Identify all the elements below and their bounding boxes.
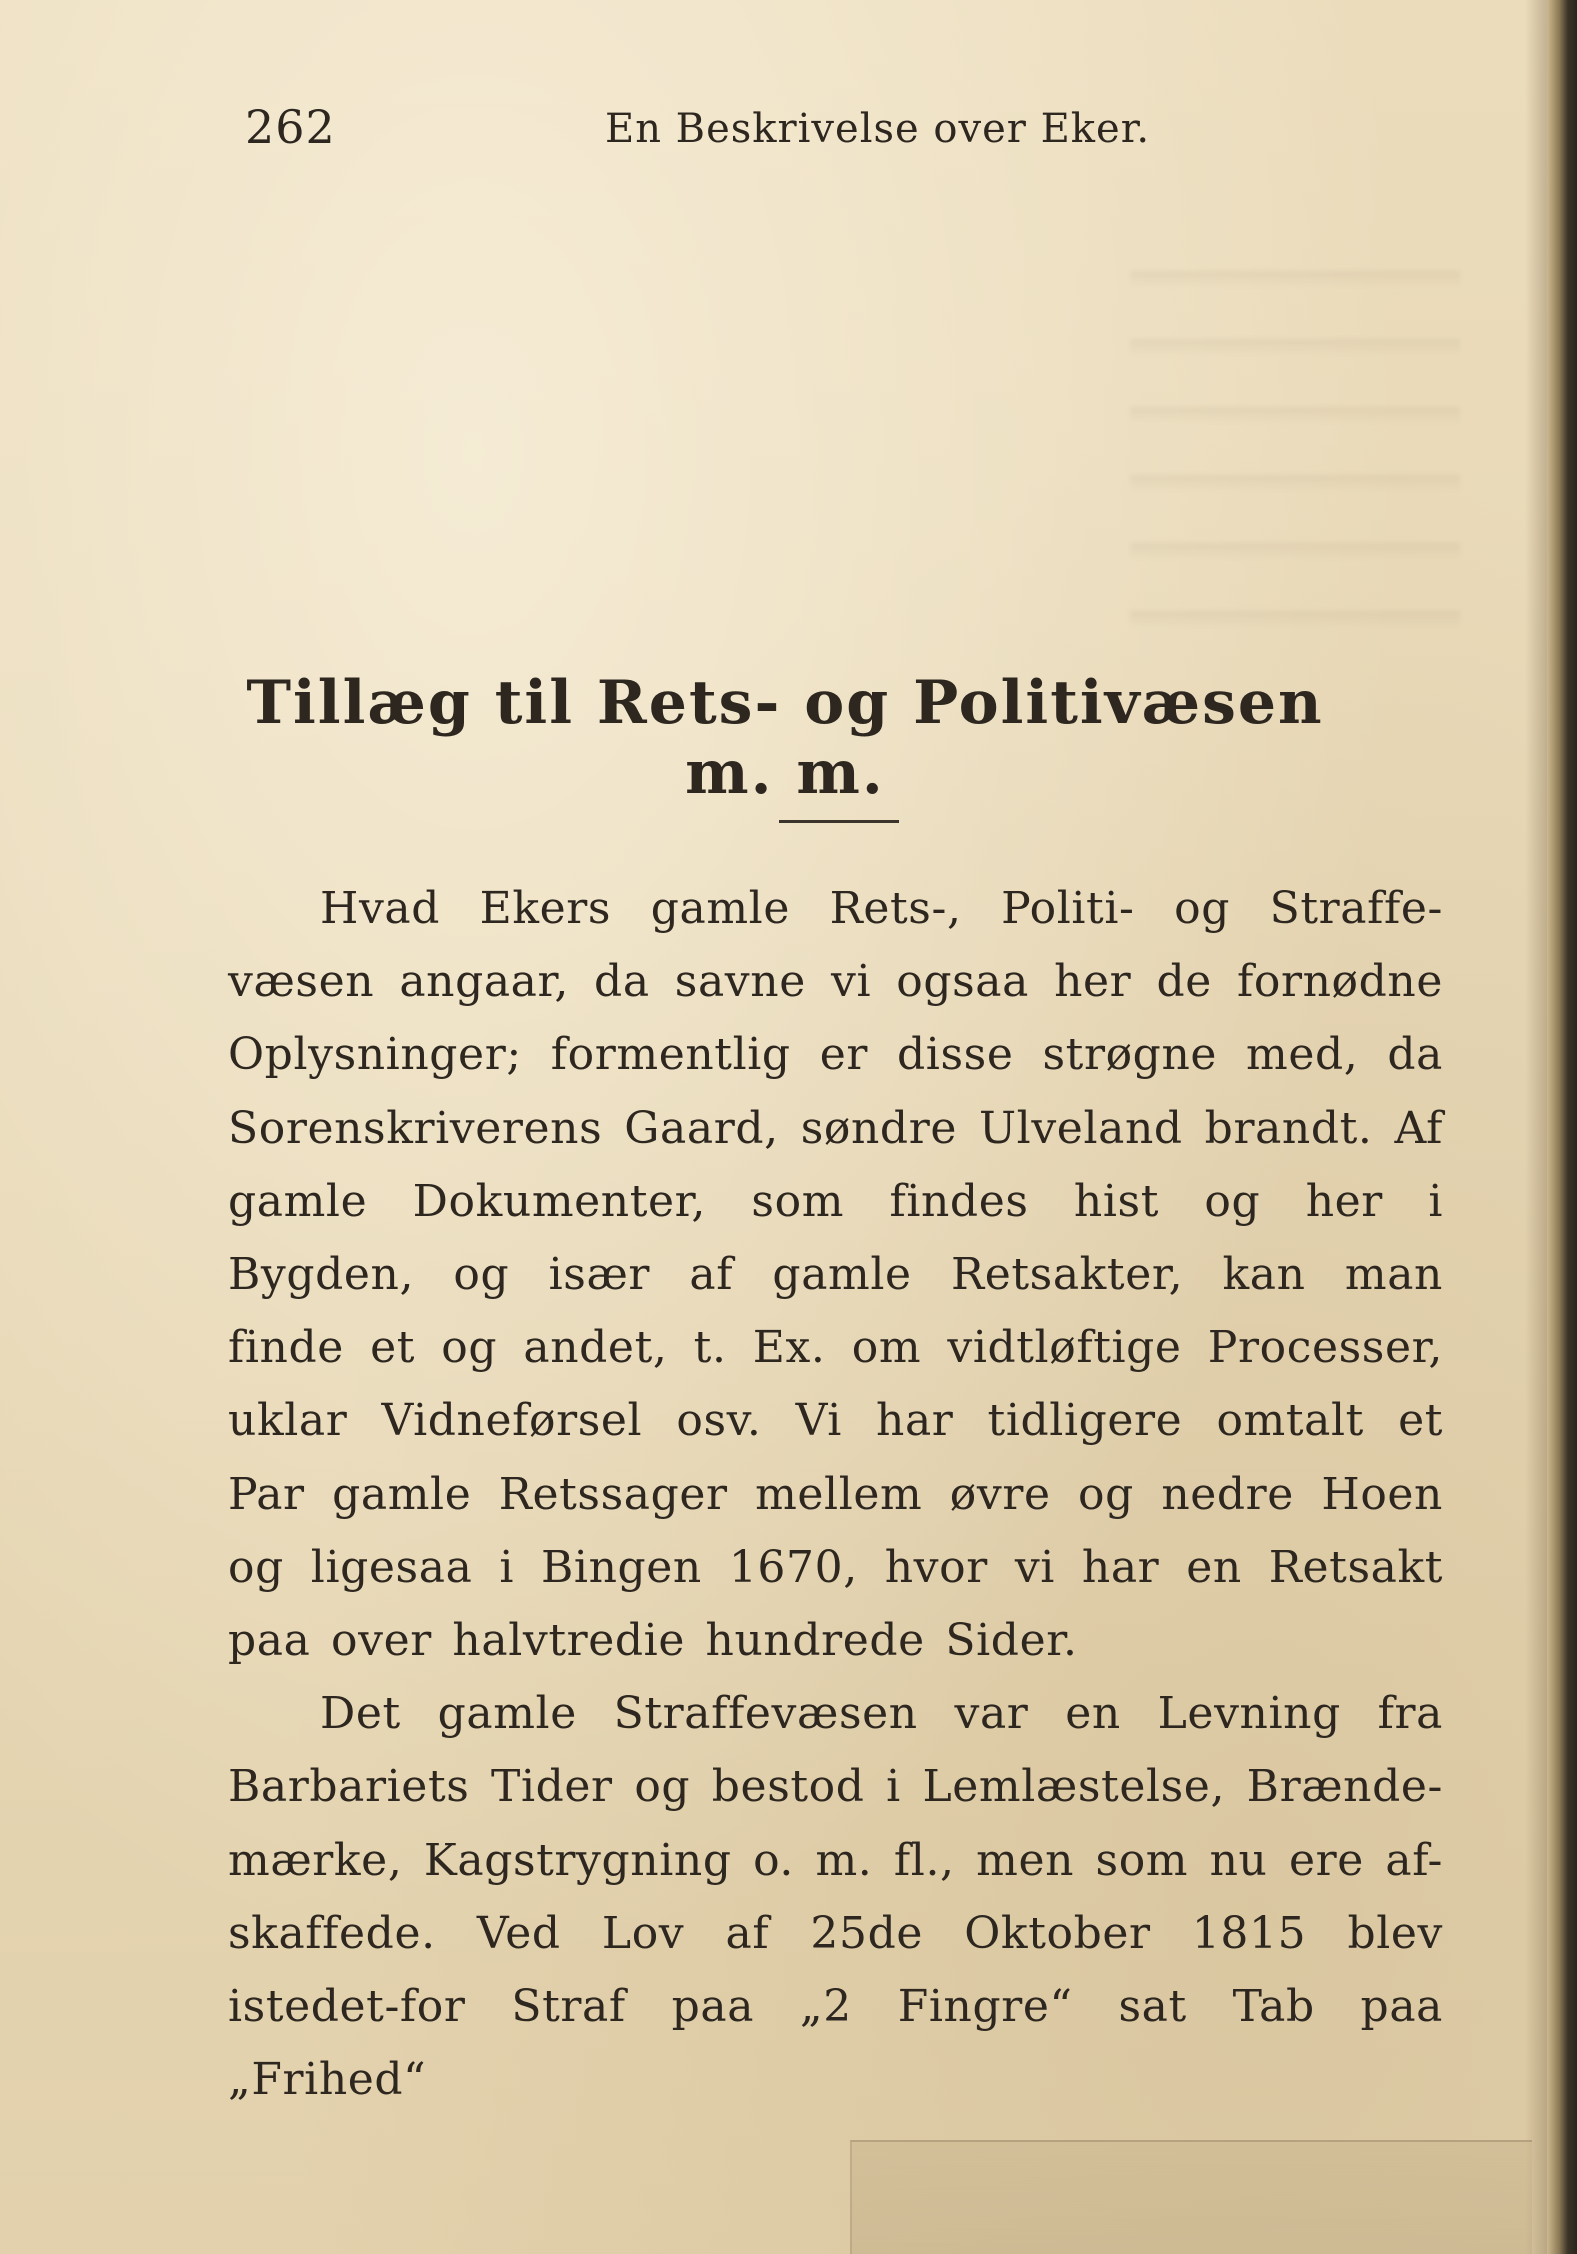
- page-number: 262: [245, 100, 336, 154]
- show-through-ghosting: [1130, 220, 1460, 640]
- book-binding-edge: [1547, 0, 1577, 2254]
- underlying-page-corner: [850, 2140, 1532, 2254]
- title-divider: [779, 820, 899, 823]
- running-title: En Beskrivelse over Eker.: [605, 106, 1151, 152]
- page-header: [245, 100, 1445, 170]
- page-edge-shadow: [1525, 0, 1547, 2254]
- paragraph: Det gamle Straffevæsen var en Levning fra Barbariets Tider og bestod i Lemlæstelse, Brænde-mærke, Kagstrygning o. m. fl., men som nu ere af-skaffede. Ved Lov af 25de Oktober 1815 blev istedet-for Straf paa „2 Fingre“ sat Tab paa „Frihed“: [228, 1688, 1443, 2106]
- paragraph: Hvad Ekers gamle Rets-, Politi- og Straffe-væsen angaar, da savne vi ogsaa her de fornødne Oplysninger; formentlig er disse strøgne med, da Sorenskriverens Gaard, søndre Ulveland brandt. Af gamle Dokumenter, som findes hist og her i Bygden, og især af gamle Retsakter, kan man finde et og andet, t. Ex. om vidtløftige Processer, uklar Vidneførsel osv. Vi har tidligere omtalt et Par gamle Retssager mellem øvre og nedre Hoen og ligesaa i Bingen 1670, hvor vi har en Retsakt paa over halvtredie hundrede Sider.: [228, 883, 1443, 1667]
- body-text: [228, 872, 1443, 2116]
- section-title: Tillæg til Rets- og Politivæsen m. m.: [246, 668, 1324, 808]
